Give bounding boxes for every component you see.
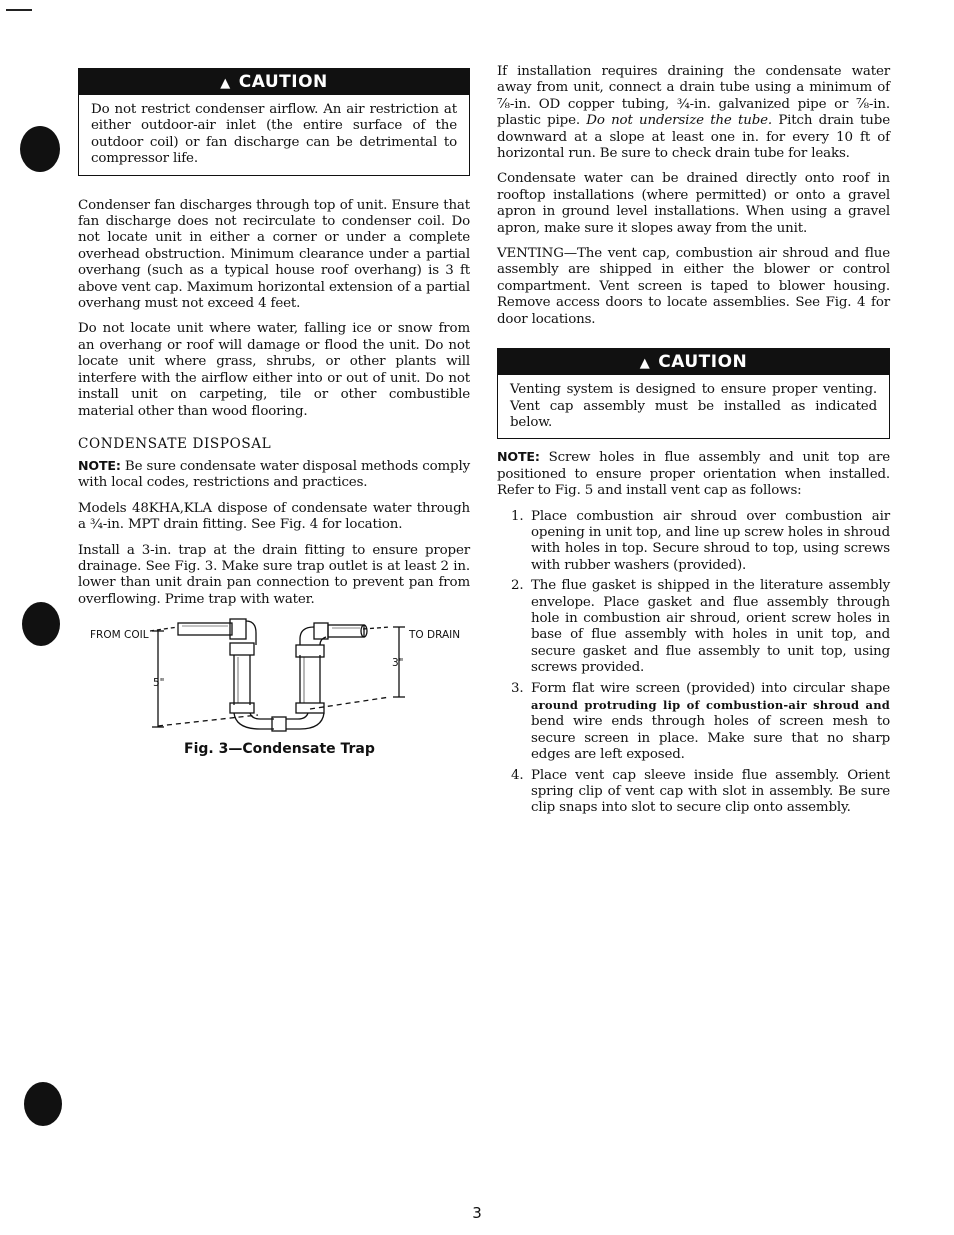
label-from-coil: FROM COIL bbox=[90, 629, 149, 642]
paragraph-venting: VENTING—The vent cap, combustion air shroud and flue assembly are shipped in either the blower or control compartment. Vent screen is taped to blower housing. Remove access doors to locate assemblies. See Fig. 4 for door locations. bbox=[497, 246, 890, 327]
note-text: Screw holes in flue assembly and unit top are positioned to ensure proper orientation when installed. Refer to Fig. 5 and install vent cap as follows: bbox=[497, 450, 890, 499]
note-label: NOTE: bbox=[497, 449, 540, 465]
punch-hole-top bbox=[20, 126, 60, 172]
corner-mark bbox=[6, 9, 32, 11]
note-condensate bbox=[78, 458, 470, 492]
punch-hole-bottom bbox=[24, 1082, 62, 1126]
caution-box-airflow bbox=[78, 68, 470, 176]
warning-triangle-icon: ▲ bbox=[639, 356, 651, 372]
vent-cap-steps bbox=[497, 509, 890, 817]
note-label: NOTE: bbox=[78, 457, 121, 473]
warning-triangle-icon: ▲ bbox=[220, 76, 231, 91]
note-text: Be sure condensate water disposal methods comply with local codes, restrictions and practices. bbox=[78, 458, 470, 491]
list-item: 1. Place combustion air shroud over combustion air opening in unit top, and line up screw holes in shroud with holes in top. Secure shroud to top, using screws with rubber washers (provided). bbox=[511, 508, 890, 573]
caution-title: CAUTION bbox=[238, 72, 328, 92]
list-item: 3. Form flat wire screen (provided) into circular shape around protruding lip of combustion-air shroud and bend wire ends through holes of screen mesh to secure screen in place. Make sure that no sharp edges are left exposed. bbox=[511, 680, 890, 763]
caution-header bbox=[79, 69, 469, 95]
caution-text: Do not restrict condenser airflow. An air restriction at either outdoor-air inlet (the entire surface of the outdoor coil) or fan discharge can be detrimental to compressor life. bbox=[91, 102, 457, 167]
paragraph-trap: Install a 3-in. trap at the drain fitting to ensure proper drainage. See Fig. 3. Make sure trap outlet is at least 2 in. lower than unit drain pan connection to prevent pan from overflowing. Prime trap with water. bbox=[78, 542, 470, 607]
caution-body bbox=[498, 375, 889, 438]
paragraph-roof-drain: Condensate water can be drained directly onto roof in rooftop installations (where permitted) or onto a gravel apron in ground level installations. When using a gravel apron, make sure it slopes away from the unit. bbox=[497, 171, 890, 236]
figure-caption: Fig. 3—Condensate Trap bbox=[184, 741, 375, 758]
dimension-5-inch: 5" bbox=[153, 677, 165, 690]
paragraph-fan-discharge: Condenser fan discharges through top of unit. Ensure that fan discharge does not recirculate to condenser coil. Do not locate unit in either a corner or under a complete overhead obstruction. Minimum clearance under a partial overhang (such as a typical house roof overhang) is 3 ft above vent cap. Maximum horizontal extension of a partial overhang must not exceed 4 feet. bbox=[78, 197, 470, 312]
label-to-drain: TO DRAIN bbox=[409, 629, 461, 642]
note-screw-holes bbox=[497, 449, 890, 499]
caution-body bbox=[79, 95, 469, 175]
list-item: 2. The flue gasket is shipped in the literature assembly envelope. Place gasket and flue assembly through hole in combustion air shroud, orient screw holes in base of flue assembly with holes in unit top, and secure gasket and flue assembly to unit top, using screws provided. bbox=[511, 578, 890, 676]
paragraph-location: Do not locate unit where water, falling ice or snow from an overhang or roof will damage or flood the unit. Do not locate unit where grass, shrubs, or other plants will interfere with the airflow either into or out of unit. Do not install unit on carpeting, tile or other combustible material other than wood flooring. bbox=[78, 321, 470, 419]
section-heading-condensate: CONDENSATE DISPOSAL bbox=[78, 435, 272, 452]
left-column bbox=[78, 68, 470, 767]
condensate-trap-figure bbox=[78, 617, 470, 767]
emphasis-undersize: Do not undersize the tube. bbox=[586, 113, 773, 129]
dimension-3-inch: 3" bbox=[392, 657, 404, 670]
caution-text: Venting system is designed to ensure proper venting. Vent cap assembly must be installed as indicated below. bbox=[510, 382, 877, 430]
paragraph-models: Models 48KHA,KLA dispose of condensate water through a ¾-in. MPT drain fitting. See Fig. 4 for location. bbox=[78, 500, 470, 533]
paragraph-drain-tube: If installation requires draining the condensate water away from unit, connect a drain tube using a minimum of ⅞-in. OD copper tubing, ¾-in. galvanized pipe or ⅞-in. plastic pipe. Do not undersize the tube. Pitch drain tube downward at a slope at least one in. for every 10 ft of horizontal run. Be sure to check drain tube for leaks. bbox=[497, 64, 890, 162]
right-column bbox=[497, 64, 890, 821]
caution-title: CAUTION bbox=[658, 352, 748, 373]
caution-box-venting bbox=[497, 348, 890, 439]
page-number: 3 bbox=[472, 1204, 482, 1222]
punch-hole-middle bbox=[22, 602, 60, 646]
list-item: 4. Place vent cap sleeve inside flue assembly. Orient spring clip of vent cap with slot in assembly. Be sure clip snaps into slot to secure clip onto assembly. bbox=[511, 767, 890, 816]
caution-header bbox=[498, 349, 889, 375]
